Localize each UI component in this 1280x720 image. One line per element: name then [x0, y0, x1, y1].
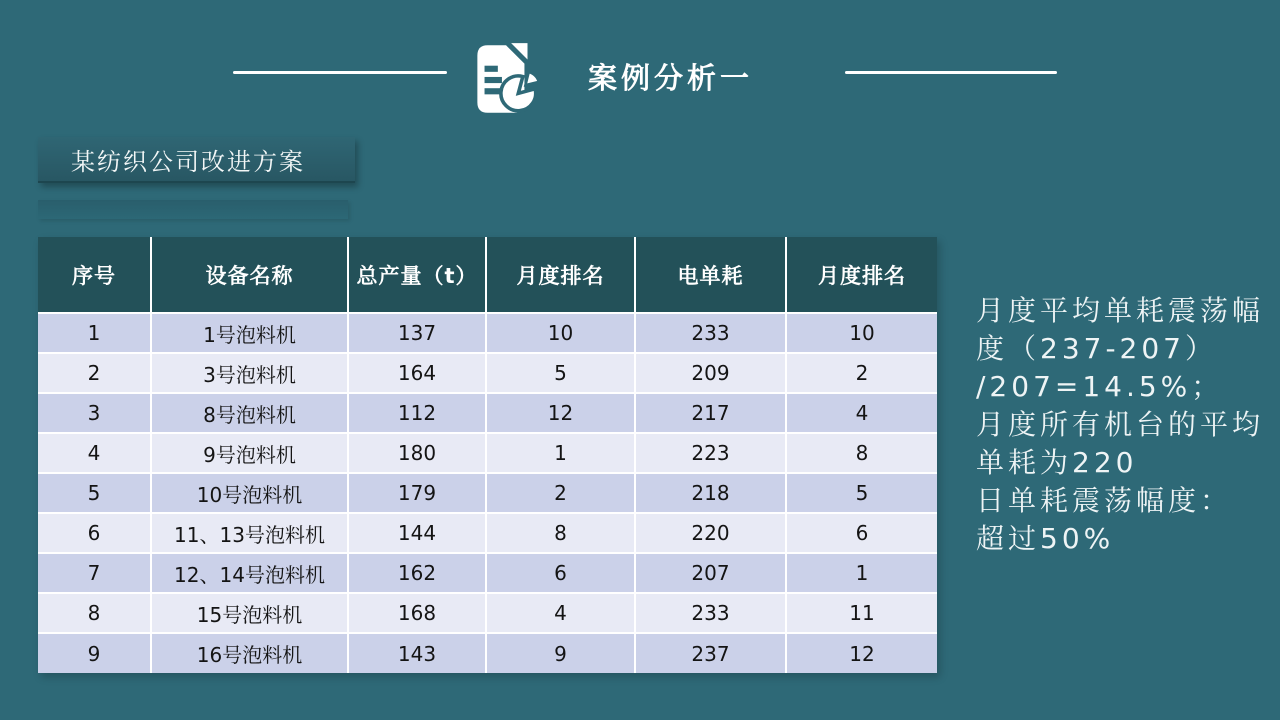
table-cell: 112: [348, 393, 486, 433]
table-row: [38, 393, 937, 433]
table-cell: 10: [786, 313, 937, 353]
table-row: [38, 633, 937, 673]
table-cell: 2: [486, 473, 635, 513]
table-body: [38, 313, 937, 673]
table-cell: 137: [348, 313, 486, 353]
table-cell: 218: [635, 473, 786, 513]
table-row: [38, 553, 937, 593]
note-line: 月度平均单耗震荡幅: [976, 294, 1265, 327]
table-cell: 8号泡料机: [151, 393, 348, 433]
table-row: [38, 353, 937, 393]
column-header-3: 月度排名: [486, 237, 635, 313]
table-cell: 9: [38, 633, 151, 673]
table-cell: 209: [635, 353, 786, 393]
table-row: [38, 513, 937, 553]
table-cell: 3号泡料机: [151, 353, 348, 393]
section-label: [38, 137, 355, 183]
table-cell: 16号泡料机: [151, 633, 348, 673]
slide-title: 案例分析一: [588, 61, 754, 95]
table-cell: 11: [786, 593, 937, 633]
table-cell: 237: [635, 633, 786, 673]
table-header-row: [38, 237, 937, 313]
table-cell: 12: [786, 633, 937, 673]
table-cell: 223: [635, 433, 786, 473]
table-cell: 180: [348, 433, 486, 473]
note-line: 度（237-207）: [976, 332, 1217, 365]
column-header-1: 设备名称: [151, 237, 348, 313]
table-cell: 164: [348, 353, 486, 393]
table-cell: 233: [635, 313, 786, 353]
section-label-shadow-bar: [38, 200, 348, 219]
table-cell: 2: [38, 353, 151, 393]
table-cell: 6: [786, 513, 937, 553]
column-header-4: 电单耗: [635, 237, 786, 313]
table-row: [38, 313, 937, 353]
table-cell: 6: [486, 553, 635, 593]
table-cell: 143: [348, 633, 486, 673]
column-header-0: 序号: [38, 237, 151, 313]
table-cell: 11、13号泡料机: [151, 513, 348, 553]
table-cell: 4: [786, 393, 937, 433]
table-cell: 217: [635, 393, 786, 433]
table-cell: 12: [486, 393, 635, 433]
table-cell: 1号泡料机: [151, 313, 348, 353]
document-pie-chart-icon: [461, 35, 549, 123]
table-cell: 10号泡料机: [151, 473, 348, 513]
table-cell: 1: [486, 433, 635, 473]
note-line: 月度所有机台的平均: [976, 408, 1265, 441]
table-cell: 8: [786, 433, 937, 473]
column-header-5: 月度排名: [786, 237, 937, 313]
table-cell: 144: [348, 513, 486, 553]
column-header-2: 总产量（t）: [348, 237, 486, 313]
table-cell: 7: [38, 553, 151, 593]
table-row: [38, 473, 937, 513]
table-cell: 4: [38, 433, 151, 473]
table-cell: 168: [348, 593, 486, 633]
table-cell: 220: [635, 513, 786, 553]
table-cell: 2: [786, 353, 937, 393]
table-cell: 12、14号泡料机: [151, 553, 348, 593]
table-cell: 1: [38, 313, 151, 353]
table-cell: 5: [486, 353, 635, 393]
table-cell: 4: [486, 593, 635, 633]
table-cell: 5: [786, 473, 937, 513]
table-cell: 3: [38, 393, 151, 433]
table-cell: 179: [348, 473, 486, 513]
table-cell: 207: [635, 553, 786, 593]
table-cell: 233: [635, 593, 786, 633]
table-cell: 8: [38, 593, 151, 633]
table-header: [38, 237, 937, 313]
table-cell: 6: [38, 513, 151, 553]
table-cell: 9: [486, 633, 635, 673]
note-line: 单耗为220: [976, 446, 1138, 479]
section-label-text: 某纺织公司改进方案: [71, 147, 305, 176]
table-cell: 8: [486, 513, 635, 553]
table-cell: 5: [38, 473, 151, 513]
table-cell: 162: [348, 553, 486, 593]
table-row: [38, 593, 937, 633]
note-line: 日单耗震荡幅度：: [976, 484, 1233, 517]
table-cell: 1: [786, 553, 937, 593]
table-cell: 10: [486, 313, 635, 353]
note-line: /207=14.5%；: [976, 370, 1224, 403]
title-right-line: [845, 71, 1057, 74]
table-cell: 9号泡料机: [151, 433, 348, 473]
note-line: 超过50%: [976, 522, 1115, 555]
table-row: [38, 433, 937, 473]
table-cell: 15号泡料机: [151, 593, 348, 633]
analysis-note: [976, 292, 1276, 558]
equipment-consumption-table: [38, 237, 937, 673]
title-left-line: [233, 71, 447, 74]
